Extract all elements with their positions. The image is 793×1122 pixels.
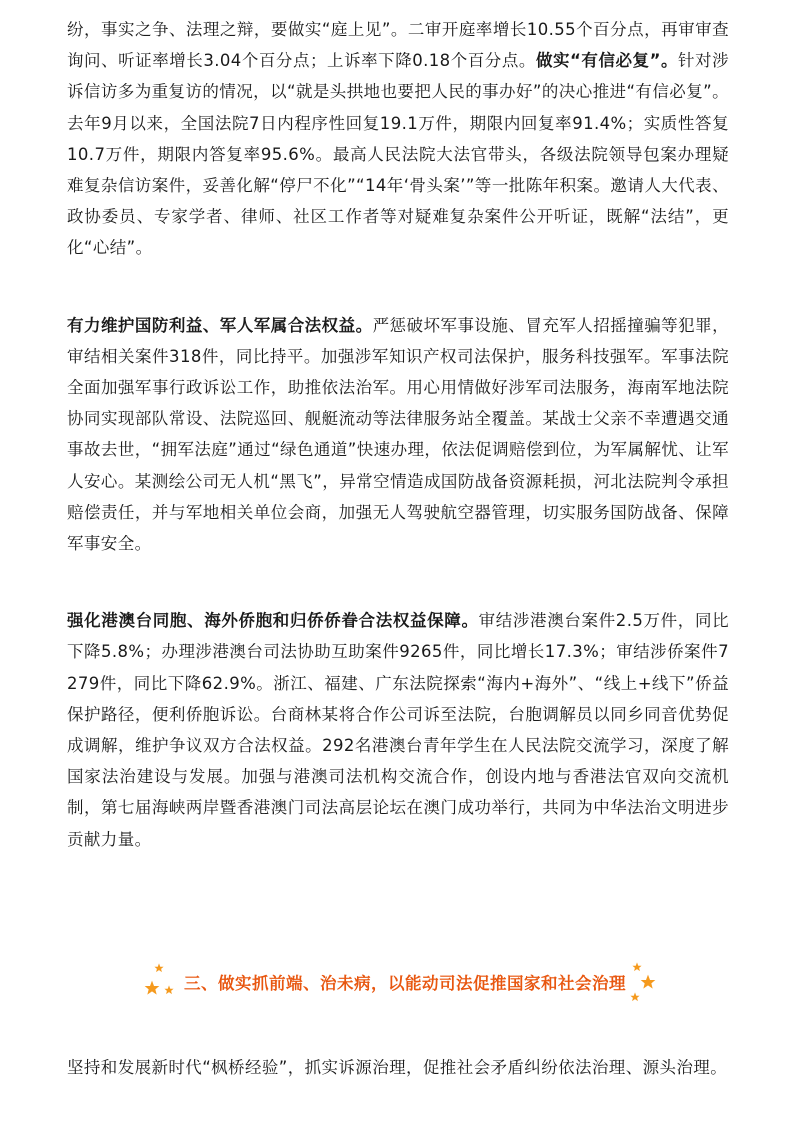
paragraph-trial-and-petition xyxy=(67,14,729,264)
paragraph-fengqiao xyxy=(67,1052,729,1083)
para3-text: 审结涉港澳台案件2.5万件，同比下降5.8%；办理涉港澳台司法协助互助案件9265件，同比增长17.3%；审结涉侨案件7279件，同比下降62.9%。浙江、福建、广东法院探索“海内+海外”、“线上+线下”侨益保护路径，便利侨胞诉讼。台商林某将合作公司诉至法院，台胞调解员以同乡同音优势促成调解，维护争议双方合法权益。292名港澳台青年学生在人民法院交流学习，深度了解国家法治建设与发展。加强与港澳司法机构交流合作，创设内地与香港法官双向交流机制，第七届海峡两岸暨香港澳门司法高层论坛在澳门成功举行，共同为中华法治文明进步贡献力量。 xyxy=(67,611,729,849)
paragraph-national-defense xyxy=(67,310,729,560)
star-icon xyxy=(164,985,174,995)
para4-text: 坚持和发展新时代“枫桥经验”，抓实诉源治理，促推社会矛盾纠纷依法治理、源头治理。 xyxy=(67,1058,728,1077)
paragraph-hk-macao-taiwan xyxy=(67,605,729,855)
star-icon xyxy=(630,992,640,1002)
para2-text: 严惩破坏军事设施、冒充军人招摇撞骗等犯罪，审结相关案件318件，同比持平。加强涉军知识产权司法保护，服务科技强军。军事法院全面加强军事行政诉讼工作，助推依法治军。用心用情做好涉军司法服务，海南军地法院协同实现部队常设、法院巡回、舰艇流动等法律服务站全覆盖。某战士父亲不幸遭遇交通事故去世，“拥军法庭”通过“绿色通道”快速办理，依法促调赔偿到位，为军属解忧、让军人安心。某测绘公司无人机“黑飞”，异常空情造成国防战备资源耗损，河北法院判令承担赔偿责任，并与军地相关单位会商，加强无人驾驶航空器管理，切实服务国防战备、保障军事安全。 xyxy=(67,315,729,554)
document-body xyxy=(67,14,729,855)
para1-text-a: 纷，事实之争、法理之辩，要做实“庭上见”。二审开庭率增长10.55个百分点，再审审查询问、听证率增长3.04个百分点；上诉率下降0.18个百分点。 xyxy=(67,20,729,71)
star-icon xyxy=(640,974,656,990)
section-heading: 三、做实抓前端、治未病，以能动司法促推国家和社会治理 xyxy=(184,974,626,993)
para2-bold-heading: 有力维护国防利益、军人军属合法权益。 xyxy=(67,315,373,335)
para3-bold-heading: 强化港澳台同胞、海外侨胞和归侨侨眷合法权益保障。 xyxy=(67,611,479,631)
para1-bold-heading: 做实“有信必复”。 xyxy=(535,51,679,71)
para1-text-b: 针对涉诉信访多为重复访的情况，以“就是头拱地也要把人民的事办好”的决心推进“有信必复”。去年9月以来，全国法院7日内程序性回复19.1万件，期限内回复率91.4%；实质性答复10.7万件，期限内答复率95.6%。最高人民法院大法官带头，各级法院领导包案办理疑难复杂信访案件，妥善化解“停尸不化”“14年‘骨头案’”等一批陈年积案。邀请人大代表、政协委员、专家学者、律师、社区工作者等对疑难复杂案件公开听证，既解“法结”，更化“心结”。 xyxy=(67,51,729,258)
star-icon xyxy=(154,963,164,973)
star-icon xyxy=(632,962,642,972)
star-icon xyxy=(144,980,160,996)
section-heading-block xyxy=(140,958,660,1008)
